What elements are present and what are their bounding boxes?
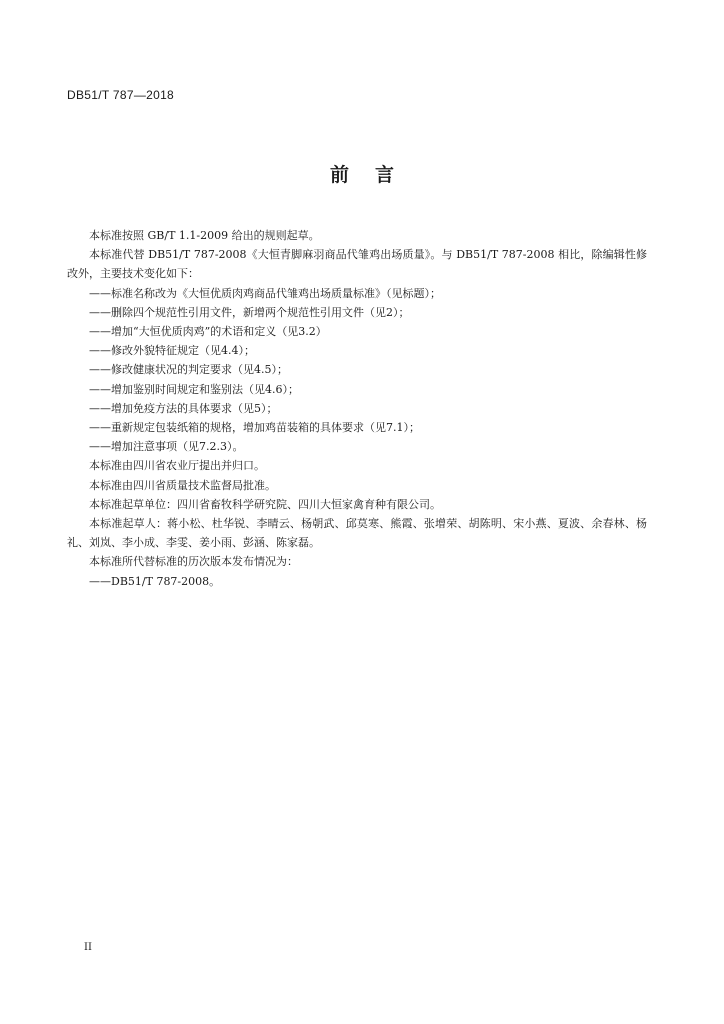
change-item: ——修改外貌特征规定（见4.4）； <box>89 344 255 358</box>
drafters-paragraph: 本标准起草人：蒋小松、杜华锐、李晴云、杨朝武、邱莫寒、熊霞、张增荣、胡陈明、宋小燕、夏波、余春林、杨礼、刘岚、李小成、李雯、姜小雨、彭涵、陈家磊。 <box>67 517 647 550</box>
history-intro-paragraph: 本标准所代替标准的历次版本发布情况为： <box>89 555 298 569</box>
page-title: 前言 <box>329 164 420 186</box>
history-item: ——DB51/T 787-2008。 <box>89 574 221 588</box>
drafting-rule-paragraph: 本标准按照 GB/T 1.1-2009 给出的规则起草。 <box>89 229 320 242</box>
standard-code: DB51/T 787—2018 <box>67 88 175 102</box>
approved-by-paragraph: 本标准由四川省质量技术监督局批准。 <box>89 478 276 492</box>
change-item: ——增加鉴别时间规定和鉴别法（见4.6）； <box>89 382 299 396</box>
foreword-body <box>67 226 647 591</box>
change-item: ——增加注意事项（见7.2.3）。 <box>89 440 244 454</box>
change-item: ——增加“大恒优质肉鸡”的术语和定义（见3.2） <box>89 325 327 339</box>
change-item: ——删除四个规范性引用文件，新增两个规范性引用文件（见2）； <box>89 305 410 319</box>
replaces-paragraph: 本标准代替 DB51/T 787-2008《大恒青脚麻羽商品代雏鸡出场质量》。与 DB51/T 787-2008 相比，除编辑性修改外，主要技术变化如下： <box>67 248 647 281</box>
drafting-units-paragraph: 本标准起草单位：四川省畜牧科学研究院、四川大恒家禽育种有限公司。 <box>89 497 441 511</box>
proposed-by-paragraph: 本标准由四川省农业厅提出并归口。 <box>89 459 265 473</box>
change-item: ——重新规定包装纸箱的规格，增加鸡苗装箱的具体要求（见7.1）； <box>89 421 420 435</box>
change-item: ——标准名称改为《大恒优质肉鸡商品代雏鸡出场质量标准》（见标题）； <box>89 286 441 300</box>
change-item: ——增加免疫方法的具体要求（见5）； <box>89 401 278 415</box>
page-number: II <box>84 942 92 953</box>
change-item: ——修改健康状况的判定要求（见4.5）； <box>89 363 288 377</box>
